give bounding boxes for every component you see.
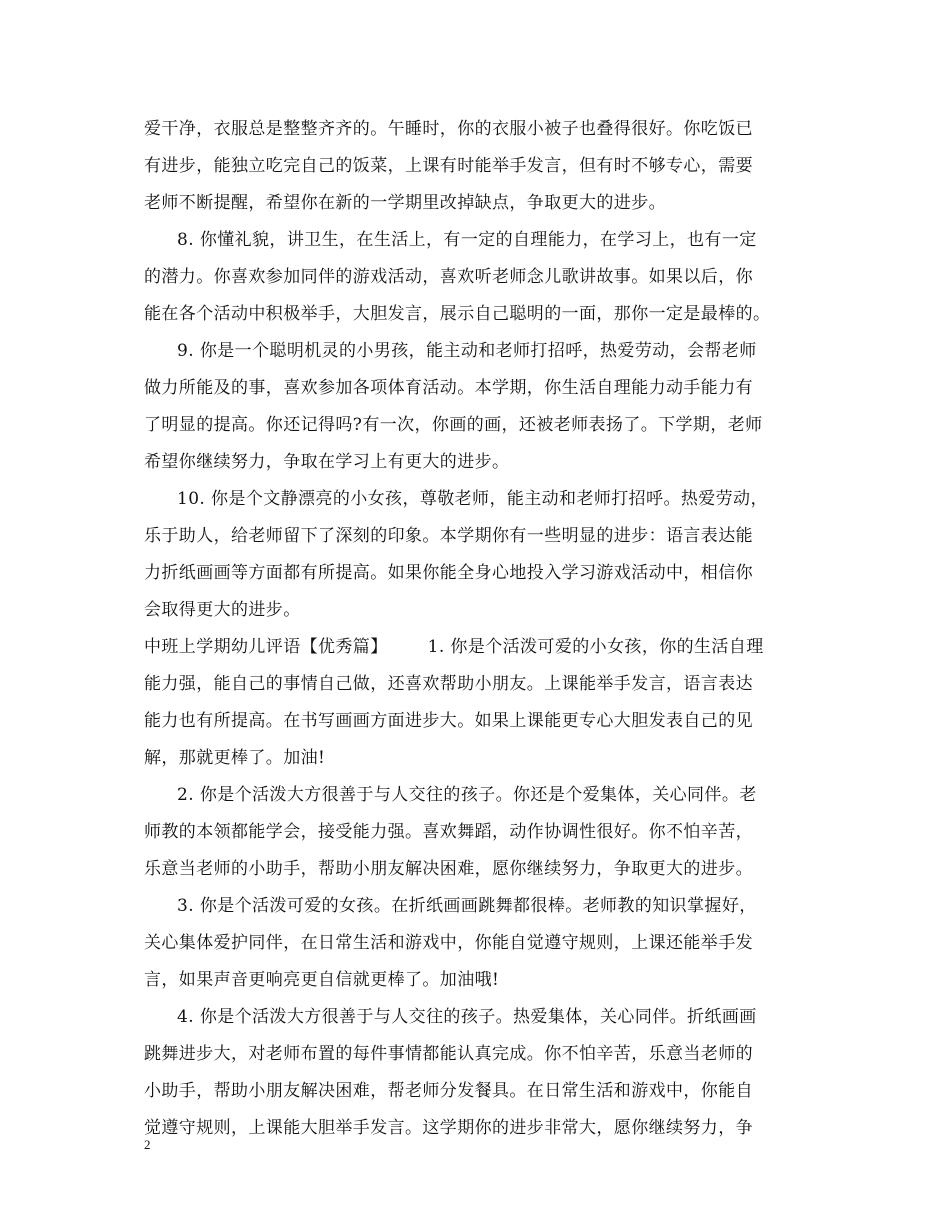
text-line: 老师不断提醒，希望你在新的一学期里改掉缺点，争取更大的进步。 [144,193,666,213]
text-line: 会取得更大的进步。 [144,600,301,620]
text-line: 有进步，能独立吃完自己的饭菜，上课有时能举手发言，但有时不够专心，需要 [144,156,753,176]
text-line: 能力强，能自己的事情自己做，还喜欢帮助小朋友。上课能举手发言，语言表达 [144,674,753,694]
text-line: 师教的本领都能学会，接受能力强。喜欢舞蹈，动作协调性很好。你不怕辛苦， [144,822,753,842]
text-line: 言，如果声音更响亮更自信就更棒了。加油哦! [144,970,500,990]
text-line: 乐于助人，给老师留下了深刻的印象。本学期你有一些明显的进步：语言表达能 [144,526,753,546]
paragraph-4-start: 4. 你是个活泼大方很善于与人交往的孩子。热爱集体，关心同伴。折纸画画 [177,1007,757,1027]
text-line: 爱干净，衣服总是整整齐齐的。午睡时，你的衣服小被子也叠得很好。你吃饭已 [144,119,753,139]
paragraph-10-start: 10. 你是个文静漂亮的小女孩，尊敬老师，能主动和老师打招呼。热爱劳动， [177,489,768,509]
text-line: 能在各个活动中积极举手，大胆发言，展示自己聪明的一面，那你一定是最棒的。 [144,304,771,324]
text-line: 关心集体爱护同伴，在日常生活和游戏中，你能自觉遵守规则，上课还能举手发 [144,933,753,953]
text-line: 能力也有所提高。在书写画画方面进步大。如果上课能更专心大胆发表自己的见 [144,711,753,731]
text-line: 的潜力。你喜欢参加同伴的游戏活动，喜欢听老师念儿歌讲故事。如果以后，你 [144,267,753,287]
text-line: 了明显的提高。你还记得吗?有一次，你画的画，还被老师表扬了。下学期，老师 [144,415,763,435]
text-line: 乐意当老师的小助手，帮助小朋友解决困难，愿你继续努力，争取更大的进步。 [144,859,753,879]
text-line: 希望你继续努力，争取在学习上有更大的进步。 [144,452,510,472]
paragraph-8-start: 8. 你懂礼貌，讲卫生，在生活上，有一定的自理能力，在学习上，也有一定 [177,230,757,250]
paragraph-3-start: 3. 你是个活泼可爱的女孩。在折纸画画跳舞都很棒。老师教的知识掌握好， [177,896,757,916]
page-number: 2 [144,1137,151,1152]
text-line: 觉遵守规则，上课能大胆举手发言。这学期你的进步非常大，愿你继续努力，争 [144,1118,753,1138]
text-line: 力折纸画画等方面都有所提高。如果你能全身心地投入学习游戏活动中，相信你 [144,563,753,583]
paragraph-9-start: 9. 你是一个聪明机灵的小男孩，能主动和老师打招呼，热爱劳动，会帮老师 [177,341,757,361]
text-line: 小助手，帮助小朋友解决困难，帮老师分发餐具。在日常生活和游戏中，你能自 [144,1081,753,1101]
text-line: 跳舞进步大，对老师布置的每件事情都能认真完成。你不怕辛苦，乐意当老师的 [144,1044,753,1064]
text-line: 解，那就更棒了。加油! [144,748,326,768]
section-heading-line [144,637,764,657]
paragraph-2-start: 2. 你是个活泼大方很善于与人交往的孩子。你还是个爱集体，关心同伴。老 [177,785,757,805]
section-first-item: 1. 你是个活泼可爱的小女孩，你的生活自理 [427,637,764,657]
text-line: 做力所能及的事，喜欢参加各项体育活动。本学期，你生活自理能力动手能力有 [144,378,753,398]
section-heading: 中班上学期幼儿评语【优秀篇】 [144,637,388,657]
